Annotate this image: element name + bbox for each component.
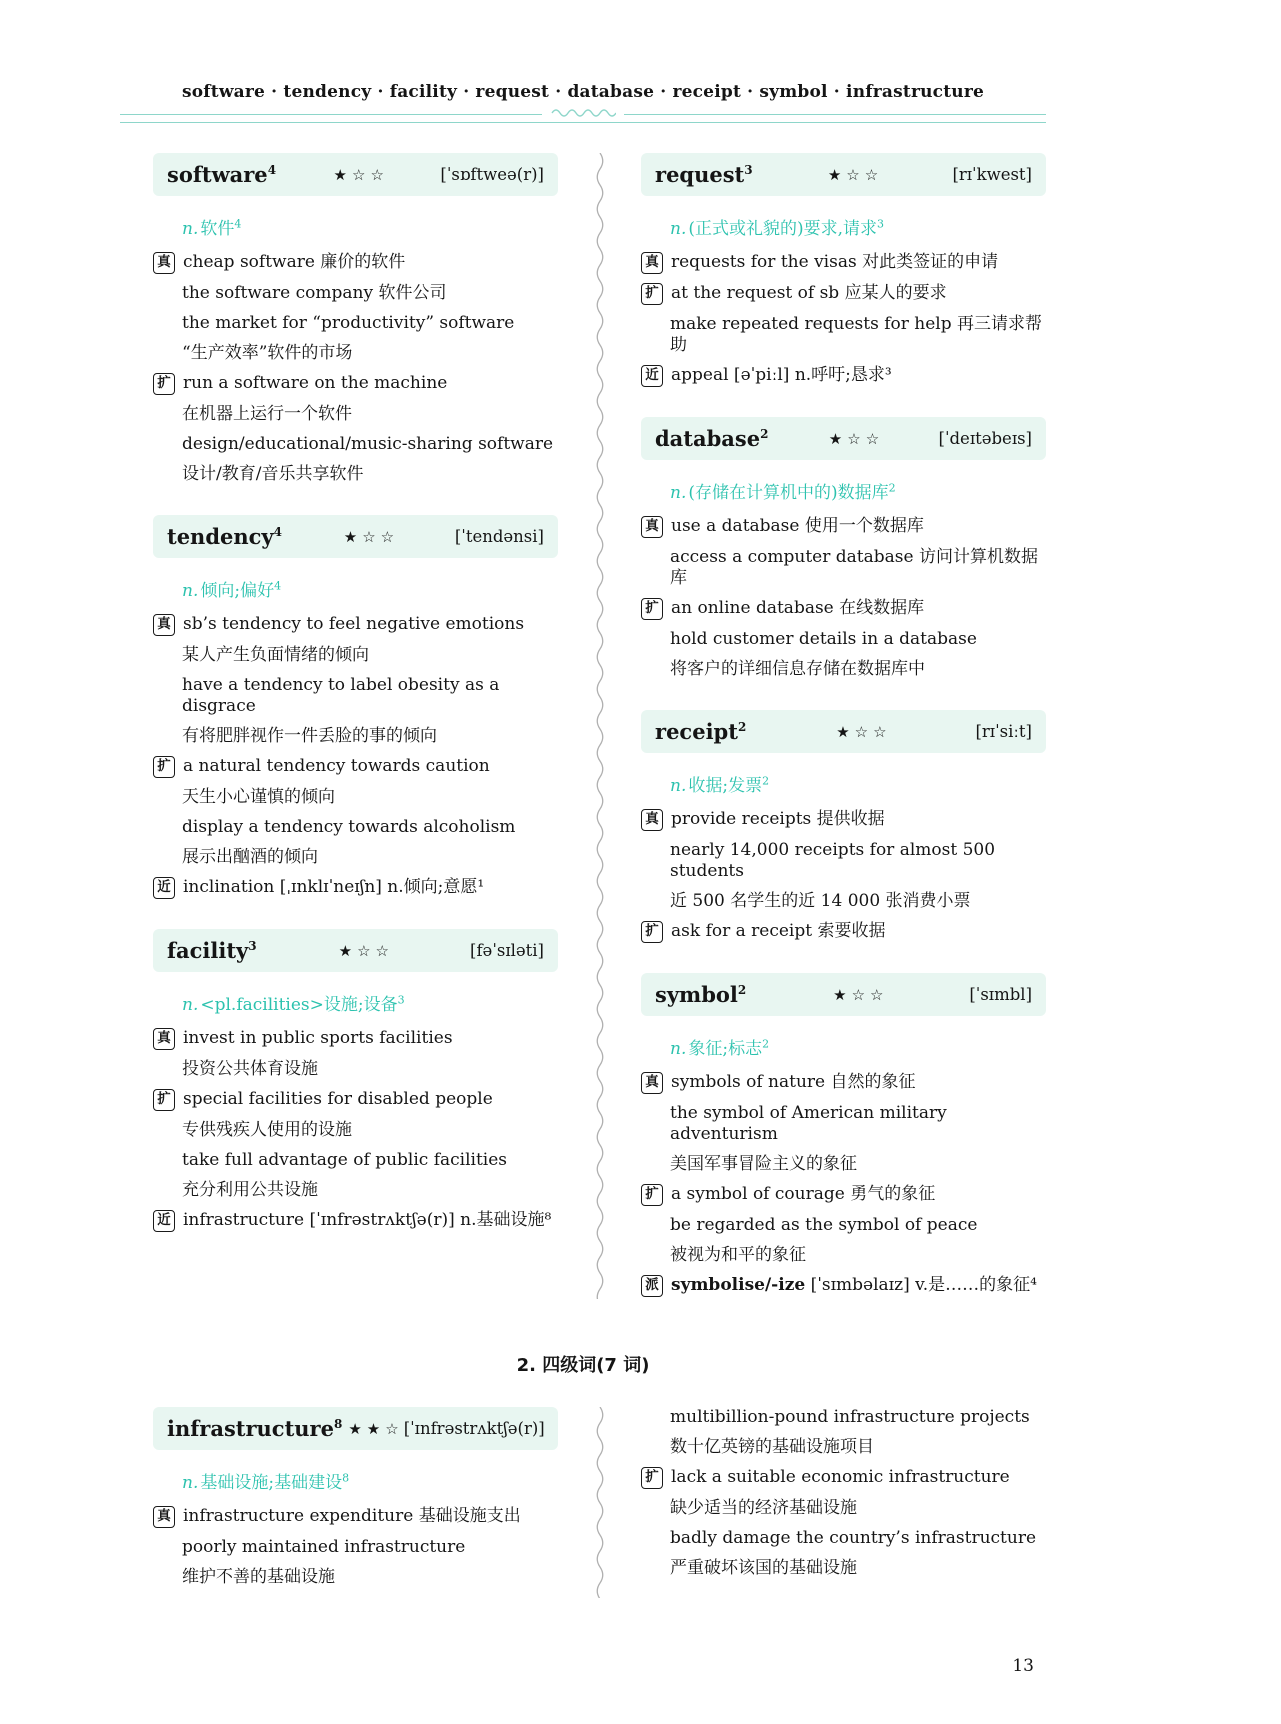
entry-request: [641, 153, 1046, 387]
main-two-column-area: [120, 153, 1046, 1327]
line-text: the software company 软件公司: [182, 283, 447, 303]
entry-line: [641, 516, 1046, 538]
line-text: 投资公共体育设施: [182, 1059, 318, 1079]
headword: request$^3$: [655, 162, 753, 187]
right-column: [641, 153, 1046, 1327]
part-of-speech: n.: [670, 776, 687, 796]
entry-infrastructure: [153, 1407, 558, 1588]
entry-tendency: [153, 515, 558, 899]
line-text: an online database 在线数据库: [671, 598, 925, 618]
headword: facility$^3$: [167, 938, 257, 963]
definition-text: (存储在计算机中的)数据库: [688, 483, 889, 503]
entry-line: [153, 877, 558, 899]
tag-expand-icon: 扩: [641, 1184, 663, 1206]
entry-line: [641, 1407, 1046, 1428]
line-text: have a tendency to label obesity as a disgrace: [182, 675, 500, 716]
definition-line: [182, 990, 558, 1015]
line-text: 设计/教育/音乐共享软件: [182, 464, 364, 484]
definition-line: [182, 214, 558, 239]
entry-line: [153, 1180, 558, 1201]
definition-text: (正式或礼貌的)要求,请求: [688, 219, 878, 239]
page-number: 13: [1012, 1656, 1034, 1676]
line-text: 被视为和平的象征: [670, 1245, 806, 1265]
tag-expand-icon: 扩: [153, 756, 175, 778]
definition-frequency-sup: 3: [877, 217, 885, 231]
part-of-speech: n.: [670, 219, 687, 239]
tag-exam-icon: 真: [641, 252, 663, 274]
line-text: cheap software 廉价的软件: [183, 252, 406, 272]
line-text: sb’s tendency to feel negative emotions: [183, 614, 525, 634]
entry-line: [153, 434, 558, 455]
line-text: symbolise/-ize [ˈsɪmbəlaɪz] v.是……的象征⁴: [671, 1275, 1037, 1295]
difficulty-stars: ★☆☆: [833, 985, 889, 1004]
tag-derivative-icon: 派: [641, 1275, 663, 1297]
entry-line: [641, 809, 1046, 831]
line-text: inclination [ˌɪnklɪˈneɪʃn] n.倾向;意愿¹: [183, 877, 485, 897]
difficulty-stars: ★☆☆: [836, 722, 892, 741]
entry-line: [641, 1072, 1046, 1094]
entry-line: [641, 1103, 1046, 1145]
line-text: 将客户的详细信息存储在数据库中: [670, 659, 925, 679]
part-of-speech: n.: [182, 219, 199, 239]
section-2-column-divider: [558, 1407, 641, 1618]
tag-expand-icon: 扩: [641, 1467, 663, 1489]
entry-line: [641, 314, 1046, 356]
entry-line: [641, 1275, 1046, 1297]
difficulty-stars: ★★☆: [348, 1419, 404, 1438]
headword-frequency-sup: 2: [737, 983, 747, 997]
line-text: design/educational/music-sharing software: [182, 434, 554, 454]
entry-line: [641, 1154, 1046, 1175]
tag-synonym-icon: 近: [153, 1210, 175, 1232]
entry-line: [641, 629, 1046, 650]
squiggle-divider-icon: [592, 1407, 608, 1598]
entry-line: [153, 373, 558, 395]
headword: symbol$^2$: [655, 982, 747, 1007]
difficulty-stars: ★☆☆: [338, 941, 394, 960]
line-text: requests for the visas 对此类签证的申请: [671, 252, 999, 272]
definition-frequency-sup: 3: [397, 993, 405, 1007]
entry-lines: [641, 1072, 1046, 1297]
line-text: provide receipts 提供收据: [671, 809, 885, 829]
entry-line: [153, 1028, 558, 1050]
entry-lines: [641, 516, 1046, 680]
definition-line: [182, 576, 558, 601]
entry-line: [153, 252, 558, 274]
line-text: symbols of nature 自然的象征: [671, 1072, 916, 1092]
entry-line: [641, 840, 1046, 882]
tag-expand-icon: 扩: [641, 921, 663, 943]
tag-exam-icon: 真: [641, 1072, 663, 1094]
entry-line: [641, 1245, 1046, 1266]
line-text: nearly 14,000 receipts for almost 500 students: [670, 840, 996, 881]
line-text: 某人产生负面情绪的倾向: [182, 645, 369, 665]
section-2-right-column: [641, 1407, 1046, 1618]
headword: tendency$^4$: [167, 524, 282, 549]
line-bold-text: symbolise/-ize: [671, 1275, 806, 1295]
entry-line: [153, 645, 558, 666]
line-text: appeal [əˈpiːl] n.呼吁;恳求³: [671, 365, 892, 385]
entry-receipt: [641, 710, 1046, 943]
headword-box: [641, 973, 1046, 1016]
entry-line: [153, 283, 558, 304]
line-text: 在机器上运行一个软件: [182, 404, 352, 424]
part-of-speech: n.: [182, 995, 199, 1015]
line-text: 充分利用公共设施: [182, 1180, 318, 1200]
entry-line: [153, 847, 558, 868]
definition-line: [670, 478, 1046, 503]
headword-box: [153, 929, 558, 972]
definition-frequency-sup: 2: [762, 774, 770, 788]
entry-line: [641, 1184, 1046, 1206]
section-2-title: 2. 四级词(7 词): [516, 1355, 650, 1376]
entry-lines: [153, 614, 558, 899]
line-text: “生产效率”软件的市场: [182, 343, 353, 363]
difficulty-stars: ★☆☆: [343, 527, 400, 546]
line-text: run a software on the machine: [183, 373, 448, 393]
line-text: 有将肥胖视作一件丢脸的事的倾向: [182, 726, 437, 746]
headword-frequency-sup: 3: [744, 163, 753, 177]
entry-software: [153, 153, 558, 485]
line-text: use a database 使用一个数据库: [671, 516, 924, 536]
entry-lines: [153, 252, 558, 485]
entry-line: [153, 1537, 558, 1558]
entry-line: [153, 1567, 558, 1588]
entry-line: [153, 675, 558, 717]
line-text: badly damage the country’s infrastructure: [670, 1528, 1037, 1548]
entry-lines: [641, 252, 1046, 387]
entry-line: [641, 1437, 1046, 1458]
entry-line: [641, 1215, 1046, 1236]
definition-line: [670, 214, 1046, 239]
entry-line: [641, 252, 1046, 274]
entry-database: [641, 417, 1046, 680]
entry-line: [641, 1558, 1046, 1579]
line-text: 严重破坏该国的基础设施: [670, 1558, 857, 1578]
line-text: invest in public sports facilities: [183, 1028, 453, 1048]
difficulty-stars: ★☆☆: [333, 165, 389, 184]
line-text: hold customer details in a database: [670, 629, 977, 649]
tag-expand-icon: 扩: [641, 283, 663, 305]
entry-line: [153, 817, 558, 838]
headword-frequency-sup: 2: [737, 720, 747, 734]
line-text: the market for “productivity” software: [182, 313, 515, 333]
headword-frequency-sup: 2: [760, 427, 769, 441]
line-text: infrastructure [ˈɪnfrəstrʌktʃə(r)] n.基础设施⁸: [183, 1210, 552, 1230]
tag-exam-icon: 真: [153, 252, 175, 274]
headword-box: [641, 710, 1046, 753]
headword-box: [641, 417, 1046, 460]
headword-box: [153, 1407, 558, 1450]
part-of-speech: n.: [182, 1473, 199, 1493]
line-text: special facilities for disabled people: [183, 1089, 493, 1109]
line-text: multibillion-pound infrastructure projects: [670, 1407, 1030, 1427]
part-of-speech: n.: [670, 1039, 687, 1059]
tag-expand-icon: 扩: [153, 1089, 175, 1111]
entry-lines: [641, 809, 1046, 943]
section-2-two-column-area: [120, 1407, 1046, 1618]
tag-exam-icon: 真: [641, 809, 663, 831]
line-text: at the request of sb 应某人的要求: [671, 283, 947, 303]
entry-line: [153, 1059, 558, 1080]
line-text: 展示出酗酒的倾向: [182, 847, 318, 867]
line-text: access a computer database 访问计算机数据库: [670, 547, 1038, 588]
headword-frequency-sup: 4: [267, 163, 277, 177]
tag-exam-icon: 真: [153, 1028, 175, 1050]
difficulty-stars: ★☆☆: [828, 429, 885, 448]
header-wave-ornament-icon: [542, 107, 624, 119]
definition-frequency-sup: 4: [234, 217, 242, 231]
column-divider: [558, 153, 641, 1327]
line-text: 维护不善的基础设施: [182, 1567, 335, 1587]
entry-symbol: [641, 973, 1046, 1297]
tag-synonym-icon: 近: [153, 877, 175, 899]
entry-lines: [153, 1028, 558, 1232]
line-text: 天生小心谨慎的倾向: [182, 787, 335, 807]
headword: receipt$^2$: [655, 719, 747, 744]
line-text: ask for a receipt 索要收据: [671, 921, 886, 941]
part-of-speech: n.: [182, 581, 199, 601]
entry-line: [153, 787, 558, 808]
entry-line: [641, 1467, 1046, 1489]
phonetic-transcription: [ˈsɒftweə(r)]: [440, 165, 544, 184]
entry-line: [153, 1210, 558, 1232]
phonetic-transcription: [ˈɪnfrəstrʌktʃə(r)]: [403, 1419, 545, 1438]
entry-line: [153, 343, 558, 364]
entry-line: [153, 756, 558, 778]
definition-frequency-sup: 2: [888, 481, 896, 495]
headword-frequency-sup: 8: [334, 1417, 343, 1431]
headword: infrastructure$^8$: [167, 1416, 343, 1441]
line-text: a natural tendency towards caution: [183, 756, 490, 776]
entry-line: [153, 1089, 558, 1111]
entry-line: [153, 1506, 558, 1528]
phonetic-transcription: [ˈsɪmbl]: [969, 985, 1032, 1004]
phonetic-transcription: [rɪˈkwest]: [952, 165, 1032, 184]
phonetic-transcription: [rɪˈsiːt]: [975, 722, 1032, 741]
phonetic-transcription: [ˈtendənsi]: [454, 527, 544, 546]
line-text: take full advantage of public facilities: [182, 1150, 508, 1170]
header-divider-rule: [120, 114, 1046, 123]
definition-frequency-sup: 2: [762, 1037, 770, 1051]
definition-line: [670, 1034, 1046, 1059]
entry-line: [153, 614, 558, 636]
definition-text: 收据;发票: [688, 776, 763, 796]
tag-exam-icon: 真: [153, 1506, 175, 1528]
phonetic-transcription: [ˈdeɪtəbeɪs]: [938, 429, 1032, 448]
entry-line: [641, 891, 1046, 912]
line-text: 数十亿英镑的基础设施项目: [670, 1437, 874, 1457]
definition-text: 象征;标志: [688, 1039, 763, 1059]
definition-frequency-sup: 4: [274, 579, 282, 593]
line-text: 近 500 名学生的近 14 000 张消费小票: [670, 891, 971, 911]
entry-line: [641, 365, 1046, 387]
entry-line: [641, 283, 1046, 305]
entry-line: [641, 547, 1046, 589]
definition-text: <pl.facilities>设施;设备: [200, 995, 398, 1015]
tag-synonym-icon: 近: [641, 365, 663, 387]
definition-frequency-sup: 8: [342, 1471, 350, 1485]
squiggle-divider-icon: [592, 153, 608, 1299]
line-text: infrastructure expenditure 基础设施支出: [183, 1506, 521, 1526]
entry-line: [641, 921, 1046, 943]
phonetic-transcription: [fəˈsɪləti]: [470, 941, 544, 960]
entry-line: [153, 726, 558, 747]
headword: software$^4$: [167, 162, 277, 187]
headword-box: [153, 153, 558, 196]
line-text: poorly maintained infrastructure: [182, 1537, 466, 1557]
tag-exam-icon: 真: [641, 516, 663, 538]
definition-text: 基础设施;基础建设: [200, 1473, 343, 1493]
section-2-left-column: [153, 1407, 558, 1618]
part-of-speech: n.: [670, 483, 687, 503]
entry-line: [641, 598, 1046, 620]
line-text: make repeated requests for help 再三请求帮助: [670, 314, 1043, 355]
tag-expand-icon: 扩: [153, 373, 175, 395]
left-column: [153, 153, 558, 1327]
headword-box: [641, 153, 1046, 196]
entry-line: [153, 1120, 558, 1141]
book-page: [120, 0, 1046, 1676]
entry-lines: [153, 1506, 558, 1588]
line-text: a symbol of courage 勇气的象征: [671, 1184, 936, 1204]
entry-line: [641, 659, 1046, 680]
difficulty-stars: ★☆☆: [827, 165, 884, 184]
line-text: 美国军事冒险主义的象征: [670, 1154, 857, 1174]
line-text: display a tendency towards alcoholism: [182, 817, 516, 837]
definition-line: [182, 1468, 558, 1493]
page-header-words: software · tendency · facility · request · database · receipt · symbol · infrastructure: [181, 82, 985, 102]
entry-line: [153, 404, 558, 425]
line-text: be regarded as the symbol of peace: [670, 1215, 978, 1235]
entry-line: [641, 1498, 1046, 1519]
definition-line: [670, 771, 1046, 796]
entry-line: [153, 313, 558, 334]
entry-line: [153, 1150, 558, 1171]
line-text: 专供残疾人使用的设施: [182, 1120, 352, 1140]
headword-box: [153, 515, 558, 558]
definition-text: 软件: [200, 219, 235, 239]
entry-line: [153, 464, 558, 485]
line-text: the symbol of American military adventurism: [670, 1103, 947, 1144]
line-text: 缺少适当的经济基础设施: [670, 1498, 857, 1518]
line-text: lack a suitable economic infrastructure: [671, 1467, 1010, 1487]
entry-facility: [153, 929, 558, 1232]
definition-text: 倾向;偏好: [200, 581, 275, 601]
tag-expand-icon: 扩: [641, 598, 663, 620]
headword-frequency-sup: 3: [248, 939, 257, 953]
headword: database$^2$: [655, 426, 769, 451]
headword-frequency-sup: 4: [273, 525, 282, 539]
tag-exam-icon: 真: [153, 614, 175, 636]
entry-line: [641, 1528, 1046, 1549]
